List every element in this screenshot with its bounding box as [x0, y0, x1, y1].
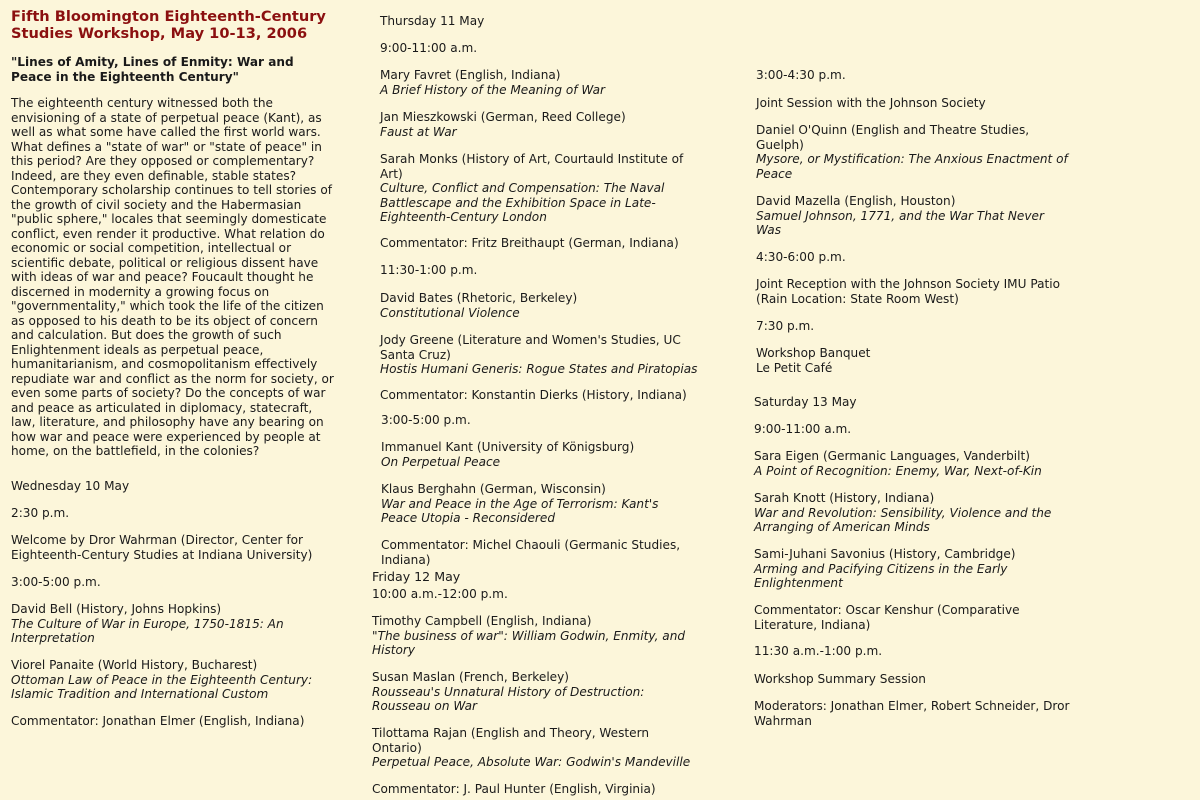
- welcome-text: Welcome by Dror Wahrman (Director, Center for Eighteenth-Century Studies at Indiana University): [11, 533, 313, 562]
- presenter-name: Sara Eigen (Germanic Languages, Vanderbilt): [754, 449, 1030, 463]
- moderators: Moderators: Jonathan Elmer, Robert Schneider, Dror Wahrman: [754, 699, 1070, 728]
- presenter-name: Susan Maslan (French, Berkeley): [372, 670, 569, 684]
- presentation-title: Faust at War: [380, 124, 457, 139]
- presentation-title: Mysore, or Mystification: The Anxious Enactment of Peace: [756, 152, 1068, 181]
- presentation-entry: [380, 291, 710, 320]
- presentation-title: "The business of war": William Godwin, Enmity, and History: [372, 628, 686, 657]
- session-time: 3:00-4:30 p.m.: [756, 68, 846, 82]
- commentator: Commentator: Michel Chaouli (Germanic Studies, Indiana): [381, 538, 681, 567]
- banquet-entry: [756, 346, 870, 375]
- presentation-entry: [380, 152, 698, 225]
- presentation-entry: [754, 547, 1054, 591]
- presentation-title: A Point of Recognition: Enemy, War, Next-of-Kin: [754, 463, 1042, 478]
- presenter-name: Jan Mieszkowski (German, Reed College): [380, 110, 626, 124]
- presentation-entry: [11, 602, 337, 646]
- joint-session-label: Joint Session with the Johnson Society: [756, 96, 986, 110]
- presentation-entry: [756, 194, 1066, 238]
- session-time: 9:00-11:00 a.m.: [380, 41, 478, 55]
- presentation-title: On Perpetual Peace: [381, 454, 501, 469]
- presenter-name: Viorel Panaite (World History, Bucharest): [11, 658, 258, 672]
- banquet-location: Le Petit Café: [756, 360, 833, 375]
- presentation-entry: [754, 449, 1084, 478]
- day-heading-thursday: Thursday 11 May: [380, 14, 485, 28]
- presenter-name: Mary Favret (English, Indiana): [380, 68, 561, 82]
- presentation-entry: [372, 614, 702, 658]
- presenter-name: Tilottama Rajan (English and Theory, Western Ontario): [372, 726, 650, 755]
- presenter-name: David Mazella (English, Houston): [756, 194, 956, 208]
- session-time: 4:30-6:00 p.m.: [756, 250, 846, 264]
- session-time: 3:00-5:00 p.m.: [11, 575, 101, 589]
- presenter-name: David Bates (Rhetoric, Berkeley): [380, 291, 578, 305]
- presentation-title: Samuel Johnson, 1771, and the War That Never Was: [756, 208, 1044, 237]
- presentation-title: Culture, Conflict and Compensation: The Naval Battlescape and the Exhibition Space in Late-Eighteenth-Century London: [380, 181, 665, 224]
- page-title: Fifth Bloomington Eighteenth-Century Studies Workshop, May 10-13, 2006: [11, 8, 326, 42]
- presentation-title: War and Revolution: Sensibility, Violence and the Arranging of American Minds: [754, 505, 1052, 534]
- session-time: 7:30 p.m.: [756, 319, 815, 333]
- day-heading-friday: Friday 12 May: [372, 569, 461, 584]
- presentation-title: Rousseau's Unnatural History of Destruction: Rousseau on War: [372, 684, 645, 713]
- reception-text: Joint Reception with the Johnson Society IMU Patio (Rain Location: State Room West): [756, 277, 1060, 306]
- presenter-name: Sarah Knott (History, Indiana): [754, 491, 935, 505]
- commentator: Commentator: J. Paul Hunter (English, Virginia): [372, 782, 656, 796]
- presenter-name: Sarah Monks (History of Art, Courtauld Institute of Art): [380, 152, 684, 181]
- presentation-entry: [380, 333, 710, 377]
- presentation-title: Hostis Humani Generis: Rogue States and Piratopias: [380, 362, 698, 376]
- presenter-name: David Bell (History, Johns Hopkins): [11, 602, 222, 616]
- session-time: 11:30 a.m.-1:00 p.m.: [754, 644, 883, 658]
- presentation-title: A Brief History of the Meaning of War: [380, 82, 606, 97]
- presenter-name: Immanuel Kant (University of Königsburg): [381, 440, 635, 454]
- presentation-entry: [11, 658, 337, 702]
- commentator: Commentator: Oscar Kenshur (Comparative Literature, Indiana): [754, 603, 1020, 632]
- session-time: 11:30-1:00 p.m.: [380, 263, 478, 277]
- presentation-entry: [754, 491, 1084, 535]
- presentation-title: War and Peace in the Age of Terrorism: Kant's Peace Utopia - Reconsidered: [381, 496, 659, 525]
- presentation-title: The Culture of War in Europe, 1750-1815: An Interpretation: [11, 616, 284, 645]
- presenter-name: Daniel O'Quinn (English and Theatre Studies, Guelph): [756, 123, 1030, 152]
- summary-session: Workshop Summary Session: [754, 672, 926, 686]
- presentation-title: Ottoman Law of Peace in the Eighteenth Century: Islamic Tradition and International Custom: [11, 672, 313, 701]
- session-time: 3:00-5:00 p.m.: [381, 413, 471, 427]
- presentation-entry: [756, 123, 1076, 181]
- day-heading-wednesday: Wednesday 10 May: [11, 479, 130, 493]
- commentator: Commentator: Jonathan Elmer (English, Indiana): [11, 714, 305, 728]
- presentation-title: Perpetual Peace, Absolute War: Godwin's Mandeville: [372, 755, 691, 769]
- presentation-entry: [381, 440, 711, 469]
- presentation-title: Arming and Pacifying Citizens in the Early Enlightenment: [754, 561, 1008, 590]
- day-heading-saturday: Saturday 13 May: [754, 395, 857, 409]
- presentation-entry: [372, 670, 672, 714]
- session-time: 10:00 a.m.-12:00 p.m.: [372, 587, 508, 601]
- presenter-name: Sami-Juhani Savonius (History, Cambridge): [754, 547, 1016, 561]
- banquet-label: Workshop Banquet: [756, 346, 871, 360]
- commentator: Commentator: Fritz Breithaupt (German, Indiana): [380, 236, 679, 250]
- presenter-name: Jody Greene (Literature and Women's Studies, UC Santa Cruz): [380, 333, 681, 362]
- presentation-entry: [380, 110, 710, 139]
- session-time: 9:00-11:00 a.m.: [754, 422, 852, 436]
- presenter-name: Klaus Berghahn (German, Wisconsin): [381, 482, 606, 496]
- workshop-subtitle: "Lines of Amity, Lines of Enmity: War and Peace in the Eighteenth Century": [11, 55, 294, 84]
- session-time: 2:30 p.m.: [11, 506, 70, 520]
- commentator: Commentator: Konstantin Dierks (History, Indiana): [380, 388, 687, 402]
- presentation-entry: [380, 68, 710, 97]
- presentation-entry: [372, 726, 692, 770]
- intro-paragraph: The eighteenth century witnessed both the envisioning of a state of perpetual peace (Kant), as well as what some have called the first world wars. What defines a "state of war" or "state of peace" in this period? Are they opposed or complementary? Indeed, are they even definable, stable states? Contemporary scholarship continues to tell stories of the growth of civil society and the Habermasian "public sphere," locales that seemingly domesticate conflict, even render it productive. What relation do economic or social competition, intellectual or scientific debate, political or religious dissent have with ideas of war and peace? Foucault thought he discerned in modernity a growing focus on "governmentality," which took the life of the citizen as opposed to his death to be its object of concern and calculation. But does the growth of such Enlightenment ideals as perpetual peace, humanitarianism, and cosmopolitanism effectively repudiate war and conflict as the norm for society, or even some parts of society? Do the concepts of war and peace as articulated in diplomacy, statecraft, law, literature, and philosophy have any bearing on how war and peace were experienced by people at home, on the battlefield, in the colonies?: [11, 96, 334, 458]
- presentation-title: Constitutional Violence: [380, 305, 520, 320]
- presentation-entry: [381, 482, 691, 526]
- presenter-name: Timothy Campbell (English, Indiana): [372, 614, 592, 628]
